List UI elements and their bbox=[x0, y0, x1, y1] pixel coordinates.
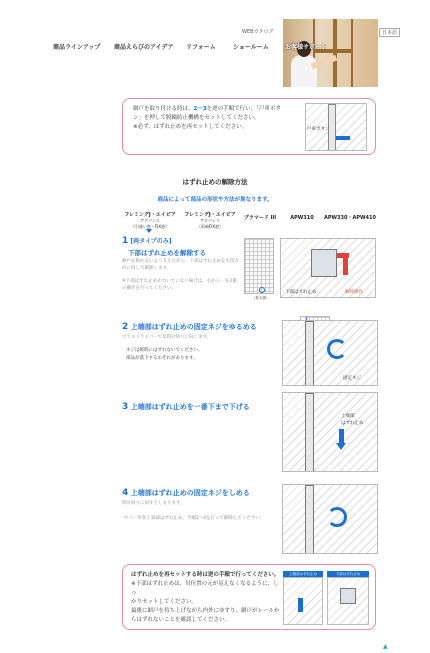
lower-stopper-label: 下部はずれ止め bbox=[285, 290, 317, 295]
step-4-body: 時計回りに回すとしまります。 bbox=[122, 501, 185, 506]
roller-button-label: 戸車ボタン bbox=[307, 127, 330, 132]
step-1-screen-illustration bbox=[244, 238, 274, 294]
nav-item-lineup[interactable]: 商品ラインアップ bbox=[53, 44, 101, 51]
roller-button-illustration bbox=[305, 103, 367, 151]
upper-stopper-thumbnail: 上端部はずれ止め bbox=[283, 571, 323, 625]
section-title: はずれ止めの解除方法 bbox=[182, 178, 248, 186]
upper-stopper-label-1: 上端部 bbox=[341, 414, 355, 419]
nav-item-ideas[interactable]: 商品えらびのアイデア bbox=[114, 44, 174, 51]
step-2-caution-2: 部品が落下するおそれがあります。 bbox=[126, 356, 198, 361]
column-selected-indicator bbox=[146, 229, 152, 233]
step-1-caption: （拡大図） bbox=[252, 296, 270, 300]
step-2-detail-illustration bbox=[282, 320, 378, 386]
language-link[interactable]: 日本語 bbox=[379, 28, 400, 37]
reinstall-note-box: 網戸を取り付ける時は、2～3を逆の手順で行い、「戸車ボタ ン」を押して脱輪防止機構をセットしてください。 ※必ず、はずれ止めを再セットしてください。 戸車ボタン bbox=[122, 98, 376, 155]
step-4-title: 4 上端部はずれ止めの固定ネジをしめる bbox=[122, 488, 250, 498]
step-2-caution-1: ネジは緩時にはずれないでください。 bbox=[126, 348, 203, 353]
fixing-screw-label: 固定ネジ bbox=[343, 376, 361, 381]
step-4-note: セリー形状上端部はずれ止め、手順2～4を行って解除してください。 bbox=[124, 516, 265, 521]
column-header-5[interactable]: APW330・APW410 bbox=[324, 215, 376, 221]
nav-item-showroom[interactable]: ショールーム bbox=[233, 44, 269, 51]
step-3-detail-illustration bbox=[282, 392, 378, 472]
section-subtitle: 商品によって部品の形状や方法が異なります。 bbox=[157, 197, 273, 203]
release-operation-label: 解除操作 bbox=[345, 290, 363, 295]
column-header-1[interactable]: フレミングJ・エイピア アドバンス （引違い窓・FIX窓） bbox=[124, 212, 176, 229]
lower-stopper-thumbnail: 下部はずれ止め bbox=[327, 571, 369, 625]
step-1-body: 網戸を動かないよう支えながら、下部はずれ止めを矢印方向に回して解除します。 bbox=[122, 259, 239, 271]
step-1-note: ※下部はずれ止めがついていない場合は、右から一を2番の操作を行ってください。 bbox=[122, 279, 237, 291]
upper-stopper-label-2: はずれ止め bbox=[341, 421, 364, 426]
reset-note-box: はずれ止めを再セットする時は逆の手順で行ってください。 ※下部はずれ止めは、吊位置の元が見えなくなるように、しっ かりセットしてください。 最後に網戸を持ち上げながら内外にゆすり、網戸がレールか らはずれないことを確認してください。 上端部はずれ止め 下部はずれ止め bbox=[122, 564, 376, 630]
hero-photo bbox=[283, 19, 378, 87]
step-1-tag: 1 [両タイプのみ] bbox=[122, 236, 172, 246]
catalog-link[interactable]: WEBカタログ bbox=[242, 29, 274, 35]
step-2-body: プラスドライバーで反時計回りに回します。 bbox=[122, 335, 212, 340]
step-1-detail-illustration bbox=[280, 238, 376, 298]
nav-item-support[interactable]: お客様サポート bbox=[285, 44, 328, 51]
step-2-title: 2 上端部はずれ止めの固定ネジをゆるめる bbox=[122, 322, 257, 332]
step-3-title: 3 上端部はずれ止めを一番下まで下げる bbox=[122, 402, 250, 412]
nav-item-reform[interactable]: リフォーム bbox=[186, 44, 216, 51]
page-top-button[interactable]: ▲ bbox=[383, 643, 388, 650]
column-header-4[interactable]: APW310 bbox=[290, 215, 314, 221]
step-1-title: 下部はずれ止めを解除する bbox=[128, 249, 206, 257]
column-header-3[interactable]: プラマード III bbox=[243, 215, 277, 221]
step-4-detail-illustration bbox=[282, 484, 378, 554]
column-header-2[interactable]: フレミングJ・エイピア アドバンス （両袖FIX窓） bbox=[184, 212, 236, 229]
